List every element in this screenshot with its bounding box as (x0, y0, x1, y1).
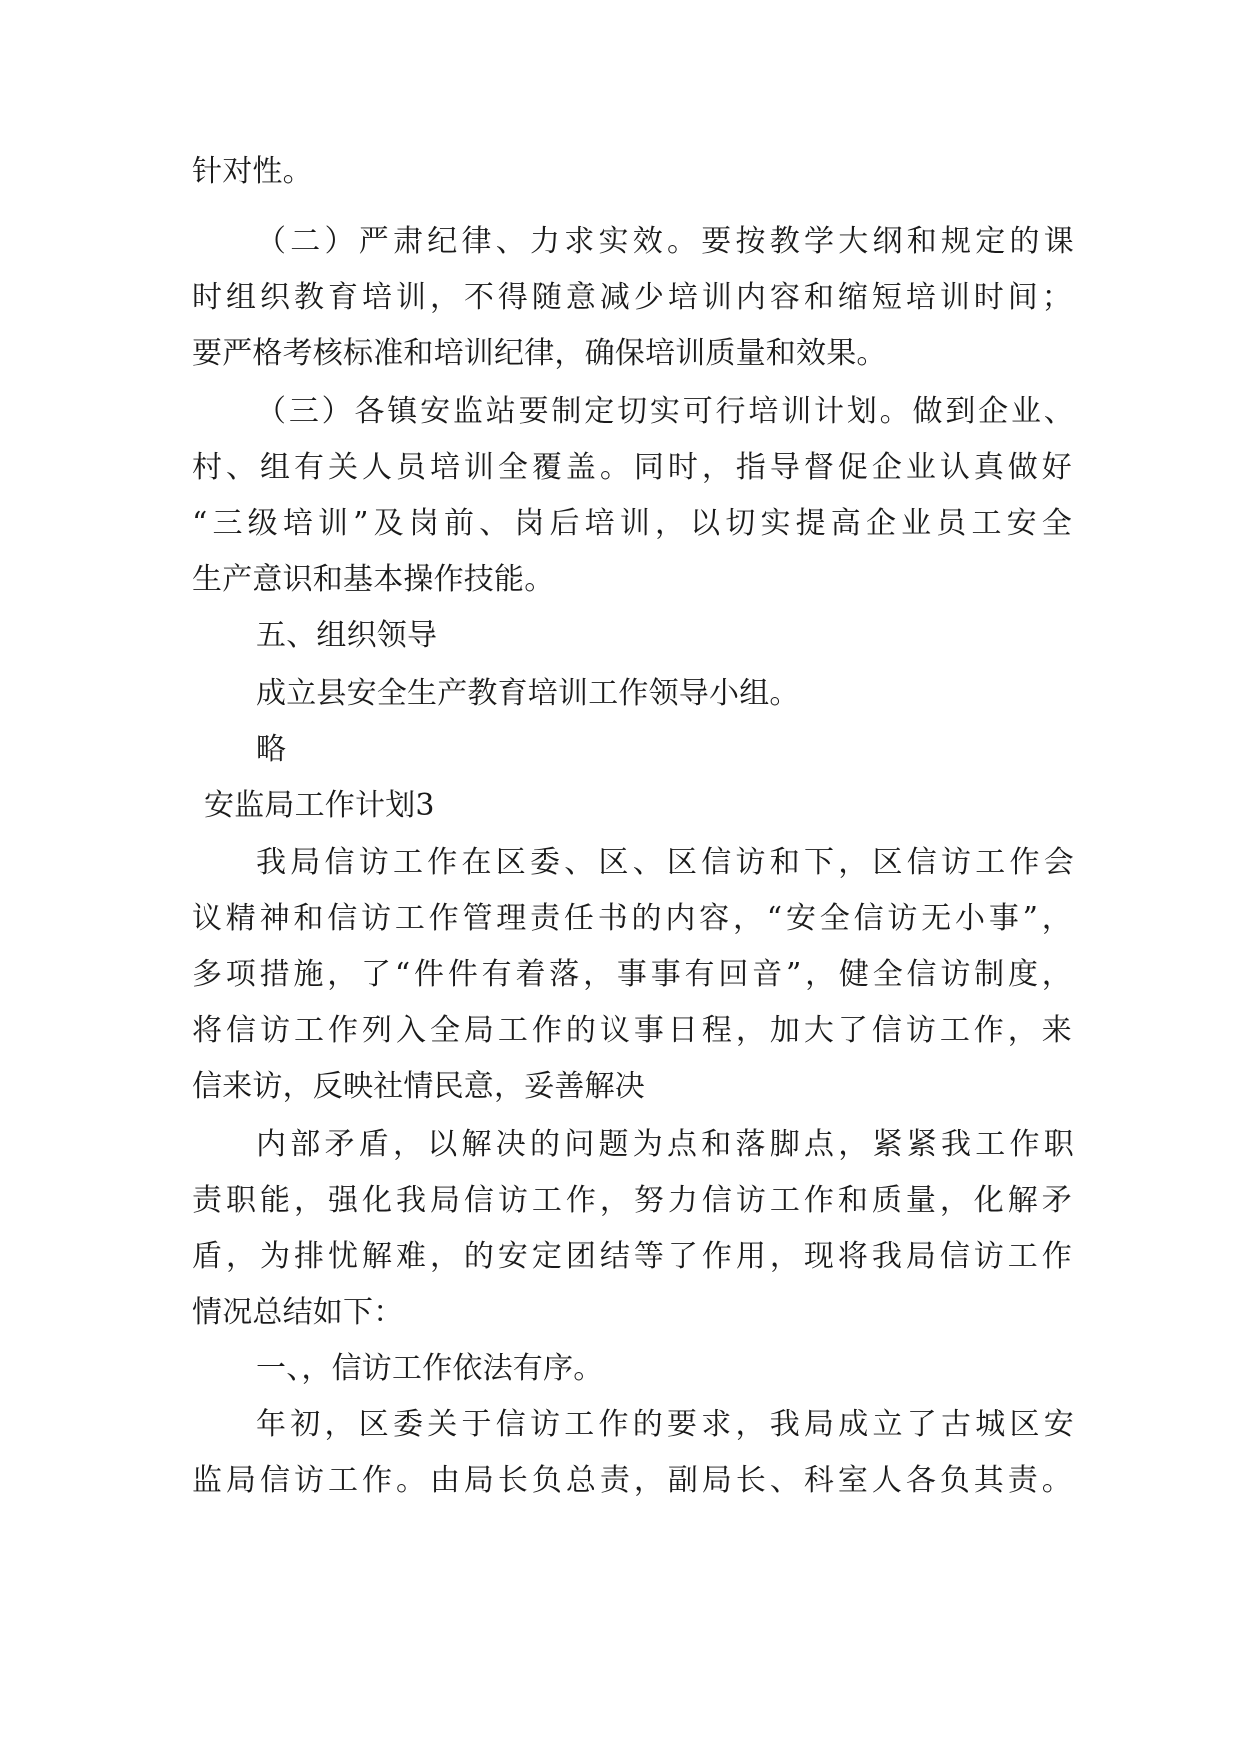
text-line: 村、组有关人员培训全覆盖。同时，指导督促企业认真做好 (192, 450, 1072, 485)
text-line: 信来访，反映社情民意，妥善解决 (192, 1069, 645, 1104)
text-line: 责职能，强化我局信访工作，努力信访工作和质量，化解矛 (192, 1183, 1072, 1218)
text-line: 监局信访工作。由局长负总责，副局长、科室人各负其责。 (192, 1463, 1072, 1498)
text-line: （二）严肃纪律、力求实效。要按教学大纲和规定的课 (256, 224, 1074, 259)
text-line: 时组织教育培训，不得随意减少培训内容和缩短培训时间； (192, 280, 1072, 315)
text-line: 将信访工作列入全局工作的议事日程，加大了信访工作，来 (192, 1013, 1072, 1048)
text-line: 议精神和信访工作管理责任书的内容，“安全信访无小事”， (192, 901, 1072, 936)
text-line: 年初，区委关于信访工作的要求，我局成立了古城区安 (256, 1407, 1074, 1442)
text-line: 要严格考核标准和培训纪律，确保培训质量和效果。 (192, 336, 887, 371)
text-line: 情况总结如下： (192, 1295, 404, 1330)
text-line: 略 (256, 732, 287, 767)
text-line: 内部矛盾，以解决的问题为点和落脚点，紧紧我工作职 (256, 1127, 1074, 1162)
text-line: 盾，为排忧解难，的安定团结等了作用，现将我局信访工作 (192, 1239, 1072, 1274)
text-line: （三）各镇安监站要制定切实可行培训计划。做到企业、 (256, 394, 1074, 429)
text-line: 成立县安全生产教育培训工作领导小组。 (256, 676, 800, 711)
text-line: 我局信访工作在区委、区、区信访和下，区信访工作会 (256, 845, 1074, 880)
text-line: 针对性。 (192, 154, 313, 189)
section-heading: 五、组织领导 (256, 618, 438, 653)
section-heading: 一、，信访工作依法有序。 (256, 1351, 604, 1386)
document-title: 安监局工作计划3 (204, 788, 435, 823)
text-line: 多项措施，了“件件有着落，事事有回音”，健全信访制度， (192, 957, 1072, 992)
text-line: 生产意识和基本操作技能。 (192, 562, 555, 597)
text-line: “三级培训”及岗前、岗后培训，以切实提高企业员工安全 (192, 506, 1072, 541)
